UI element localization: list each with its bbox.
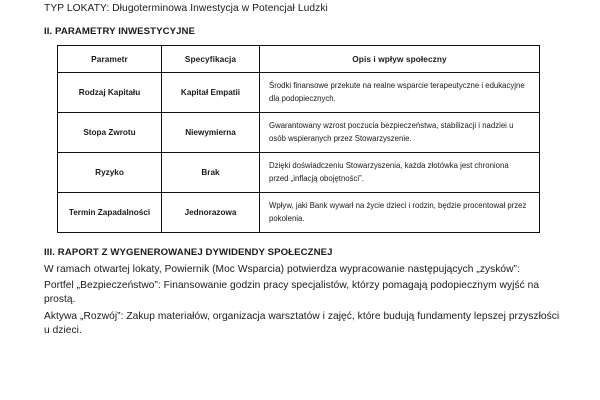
cell-specyfikacja: Niewymierna	[162, 113, 260, 153]
report-paragraph-rozwoj: Aktywa „Rozwój”: Zakup materiałów, organizacja warsztatów i zajęć, które budują fundamenty lepszej przyszłości u dzieci.	[44, 310, 560, 336]
report-intro-paragraph: W ramach otwartej lokaty, Powiernik (Moc Wsparcia) potwierdza wypracowanie następujących „zysków”:	[44, 264, 520, 275]
table-row	[58, 193, 540, 233]
table-row	[58, 73, 540, 113]
column-header-opis: Opis i wpływ społeczny	[260, 46, 540, 73]
report-paragraph-bezpieczenstwo: Portfel „Bezpieczeństwo”: Finansowanie godzin pracy specjalistów, którzy pomagają podopiecznym wyjść na prostą.	[44, 280, 540, 306]
cell-parametr: Termin Zapadalności	[58, 193, 162, 233]
cell-parametr: Rodzaj Kapitału	[58, 73, 162, 113]
cell-specyfikacja: Kapitał Empatii	[162, 73, 260, 113]
section-heading-parameters: II. PARAMETRY INWESTYCYJNE	[44, 26, 196, 37]
cell-parametr: Stopa Zwrotu	[58, 113, 162, 153]
cell-opis: Gwarantowany wzrost poczucia bezpieczeństwa, stabilizacji i nadziei u osób wspieranych przez Stowarzyszenie.	[260, 113, 540, 153]
column-header-parametr: Parametr	[58, 46, 162, 73]
cell-opis: Dzięki doświadczeniu Stowarzyszenia, każda złotówka jest chroniona przed „inflacją obojętności”.	[260, 153, 540, 193]
table-header-row	[58, 46, 540, 73]
table-row	[58, 113, 540, 153]
section-heading-report: III. RAPORT Z WYGENEROWANEJ DYWIDENDY SPOŁECZNEJ	[44, 247, 333, 258]
cell-specyfikacja: Brak	[162, 153, 260, 193]
deposit-type-line: TYP LOKATY: Długoterminowa Inwestycja w Potencjał Ludzki	[44, 3, 328, 14]
cell-opis: Wpływ, jaki Bank wywarł na życie dzieci i rodzin, będzie procentował przez pokolenia.	[260, 193, 540, 233]
cell-parametr: Ryzyko	[58, 153, 162, 193]
parameters-table	[57, 45, 540, 233]
column-header-specyfikacja: Specyfikacja	[162, 46, 260, 73]
cell-opis: Środki finansowe przekute na realne wsparcie terapeutyczne i edukacyjne dla podopiecznych.	[260, 73, 540, 113]
table-row	[58, 153, 540, 193]
cell-specyfikacja: Jednorazowa	[162, 193, 260, 233]
